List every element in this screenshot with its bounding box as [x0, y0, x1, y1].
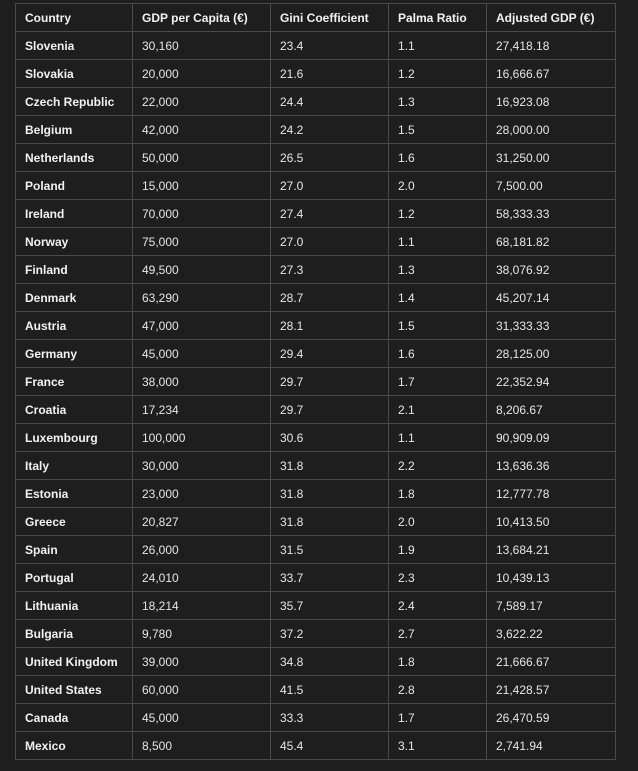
- table-row: [16, 228, 616, 256]
- gdp-per-capita-cell: 9,780: [133, 620, 271, 648]
- gini-coefficient-cell: 27.4: [271, 200, 389, 228]
- country-cell: Poland: [16, 172, 133, 200]
- adjusted-gdp-cell: 2,741.94: [487, 732, 616, 760]
- gini-coefficient-cell: 24.4: [271, 88, 389, 116]
- palma-ratio-cell: 2.0: [389, 508, 487, 536]
- gdp-per-capita-cell: 63,290: [133, 284, 271, 312]
- column-header-palma-ratio: Palma Ratio: [389, 4, 487, 32]
- adjusted-gdp-cell: 68,181.82: [487, 228, 616, 256]
- gini-coefficient-cell: 21.6: [271, 60, 389, 88]
- country-cell: Slovakia: [16, 60, 133, 88]
- header-row: [16, 4, 616, 32]
- palma-ratio-cell: 2.8: [389, 676, 487, 704]
- country-cell: Croatia: [16, 396, 133, 424]
- table-row: [16, 536, 616, 564]
- gdp-per-capita-cell: 75,000: [133, 228, 271, 256]
- adjusted-gdp-cell: 27,418.18: [487, 32, 616, 60]
- table-row: [16, 116, 616, 144]
- country-cell: Estonia: [16, 480, 133, 508]
- country-cell: Slovenia: [16, 32, 133, 60]
- country-cell: Lithuania: [16, 592, 133, 620]
- gini-coefficient-cell: 33.3: [271, 704, 389, 732]
- gini-coefficient-cell: 29.4: [271, 340, 389, 368]
- gini-coefficient-cell: 31.8: [271, 508, 389, 536]
- gini-coefficient-cell: 29.7: [271, 368, 389, 396]
- table-row: [16, 452, 616, 480]
- adjusted-gdp-cell: 28,000.00: [487, 116, 616, 144]
- palma-ratio-cell: 3.1: [389, 732, 487, 760]
- country-cell: Luxembourg: [16, 424, 133, 452]
- gdp-per-capita-cell: 17,234: [133, 396, 271, 424]
- gini-coefficient-cell: 26.5: [271, 144, 389, 172]
- adjusted-gdp-cell: 16,666.67: [487, 60, 616, 88]
- adjusted-gdp-cell: 3,622.22: [487, 620, 616, 648]
- gini-coefficient-cell: 31.8: [271, 480, 389, 508]
- table-row: [16, 312, 616, 340]
- gini-coefficient-cell: 28.7: [271, 284, 389, 312]
- adjusted-gdp-cell: 13,636.36: [487, 452, 616, 480]
- column-header-gdp-per-capita: GDP per Capita (€): [133, 4, 271, 32]
- gini-coefficient-cell: 33.7: [271, 564, 389, 592]
- gdp-per-capita-cell: 22,000: [133, 88, 271, 116]
- table-row: [16, 480, 616, 508]
- gdp-per-capita-cell: 30,000: [133, 452, 271, 480]
- gini-coefficient-cell: 27.0: [271, 228, 389, 256]
- gdp-inequality-table: [15, 3, 616, 760]
- country-cell: United States: [16, 676, 133, 704]
- palma-ratio-cell: 1.6: [389, 144, 487, 172]
- palma-ratio-cell: 2.4: [389, 592, 487, 620]
- table-row: [16, 88, 616, 116]
- palma-ratio-cell: 2.1: [389, 396, 487, 424]
- gdp-per-capita-cell: 8,500: [133, 732, 271, 760]
- palma-ratio-cell: 1.3: [389, 88, 487, 116]
- gini-coefficient-cell: 29.7: [271, 396, 389, 424]
- table-row: [16, 396, 616, 424]
- palma-ratio-cell: 1.2: [389, 60, 487, 88]
- gini-coefficient-cell: 28.1: [271, 312, 389, 340]
- palma-ratio-cell: 1.5: [389, 116, 487, 144]
- gdp-per-capita-cell: 38,000: [133, 368, 271, 396]
- table-row: [16, 620, 616, 648]
- gdp-per-capita-cell: 30,160: [133, 32, 271, 60]
- adjusted-gdp-cell: 10,439.13: [487, 564, 616, 592]
- palma-ratio-cell: 1.1: [389, 228, 487, 256]
- adjusted-gdp-cell: 90,909.09: [487, 424, 616, 452]
- palma-ratio-cell: 1.7: [389, 704, 487, 732]
- country-cell: Mexico: [16, 732, 133, 760]
- country-cell: Greece: [16, 508, 133, 536]
- table-row: [16, 424, 616, 452]
- gdp-per-capita-cell: 60,000: [133, 676, 271, 704]
- gini-coefficient-cell: 45.4: [271, 732, 389, 760]
- country-cell: Germany: [16, 340, 133, 368]
- palma-ratio-cell: 1.6: [389, 340, 487, 368]
- gdp-per-capita-cell: 49,500: [133, 256, 271, 284]
- palma-ratio-cell: 1.7: [389, 368, 487, 396]
- palma-ratio-cell: 1.3: [389, 256, 487, 284]
- palma-ratio-cell: 1.4: [389, 284, 487, 312]
- adjusted-gdp-cell: 21,666.67: [487, 648, 616, 676]
- country-cell: Canada: [16, 704, 133, 732]
- adjusted-gdp-cell: 7,589.17: [487, 592, 616, 620]
- gini-coefficient-cell: 31.5: [271, 536, 389, 564]
- gdp-per-capita-cell: 50,000: [133, 144, 271, 172]
- table-row: [16, 676, 616, 704]
- gdp-per-capita-cell: 45,000: [133, 704, 271, 732]
- gdp-per-capita-cell: 47,000: [133, 312, 271, 340]
- gdp-per-capita-cell: 42,000: [133, 116, 271, 144]
- adjusted-gdp-cell: 31,250.00: [487, 144, 616, 172]
- adjusted-gdp-cell: 16,923.08: [487, 88, 616, 116]
- gdp-per-capita-cell: 20,000: [133, 60, 271, 88]
- palma-ratio-cell: 1.1: [389, 32, 487, 60]
- table-row: [16, 256, 616, 284]
- table-row: [16, 200, 616, 228]
- adjusted-gdp-cell: 26,470.59: [487, 704, 616, 732]
- country-cell: Portugal: [16, 564, 133, 592]
- adjusted-gdp-cell: 21,428.57: [487, 676, 616, 704]
- palma-ratio-cell: 2.0: [389, 172, 487, 200]
- table-row: [16, 368, 616, 396]
- gini-coefficient-cell: 34.8: [271, 648, 389, 676]
- country-cell: Ireland: [16, 200, 133, 228]
- adjusted-gdp-cell: 58,333.33: [487, 200, 616, 228]
- table-row: [16, 732, 616, 760]
- table-row: [16, 648, 616, 676]
- table-row: [16, 284, 616, 312]
- gini-coefficient-cell: 31.8: [271, 452, 389, 480]
- palma-ratio-cell: 2.2: [389, 452, 487, 480]
- adjusted-gdp-cell: 22,352.94: [487, 368, 616, 396]
- palma-ratio-cell: 1.1: [389, 424, 487, 452]
- table-row: [16, 144, 616, 172]
- palma-ratio-cell: 2.7: [389, 620, 487, 648]
- country-cell: Czech Republic: [16, 88, 133, 116]
- country-cell: Austria: [16, 312, 133, 340]
- palma-ratio-cell: 2.3: [389, 564, 487, 592]
- column-header-gini-coefficient: Gini Coefficient: [271, 4, 389, 32]
- gini-coefficient-cell: 27.3: [271, 256, 389, 284]
- table-row: [16, 172, 616, 200]
- adjusted-gdp-cell: 13,684.21: [487, 536, 616, 564]
- table-row: [16, 564, 616, 592]
- gdp-per-capita-cell: 23,000: [133, 480, 271, 508]
- country-cell: Bulgaria: [16, 620, 133, 648]
- country-cell: Italy: [16, 452, 133, 480]
- table-row: [16, 704, 616, 732]
- country-cell: Finland: [16, 256, 133, 284]
- palma-ratio-cell: 1.8: [389, 648, 487, 676]
- gini-coefficient-cell: 23.4: [271, 32, 389, 60]
- adjusted-gdp-cell: 28,125.00: [487, 340, 616, 368]
- gdp-per-capita-cell: 18,214: [133, 592, 271, 620]
- gdp-per-capita-cell: 100,000: [133, 424, 271, 452]
- gini-coefficient-cell: 41.5: [271, 676, 389, 704]
- table-row: [16, 592, 616, 620]
- gdp-per-capita-cell: 45,000: [133, 340, 271, 368]
- country-cell: Norway: [16, 228, 133, 256]
- gdp-per-capita-cell: 24,010: [133, 564, 271, 592]
- gini-coefficient-cell: 37.2: [271, 620, 389, 648]
- table-row: [16, 32, 616, 60]
- gdp-per-capita-cell: 15,000: [133, 172, 271, 200]
- table-row: [16, 340, 616, 368]
- column-header-adjusted-gdp: Adjusted GDP (€): [487, 4, 616, 32]
- country-cell: Belgium: [16, 116, 133, 144]
- gdp-per-capita-cell: 26,000: [133, 536, 271, 564]
- country-cell: Netherlands: [16, 144, 133, 172]
- gini-coefficient-cell: 35.7: [271, 592, 389, 620]
- adjusted-gdp-cell: 10,413.50: [487, 508, 616, 536]
- gdp-per-capita-cell: 39,000: [133, 648, 271, 676]
- table-header: [16, 4, 616, 32]
- gdp-per-capita-cell: 20,827: [133, 508, 271, 536]
- gini-coefficient-cell: 27.0: [271, 172, 389, 200]
- country-cell: France: [16, 368, 133, 396]
- gini-coefficient-cell: 30.6: [271, 424, 389, 452]
- adjusted-gdp-cell: 7,500.00: [487, 172, 616, 200]
- column-header-country: Country: [16, 4, 133, 32]
- adjusted-gdp-cell: 31,333.33: [487, 312, 616, 340]
- palma-ratio-cell: 1.9: [389, 536, 487, 564]
- country-cell: United Kingdom: [16, 648, 133, 676]
- palma-ratio-cell: 1.5: [389, 312, 487, 340]
- gdp-per-capita-cell: 70,000: [133, 200, 271, 228]
- palma-ratio-cell: 1.2: [389, 200, 487, 228]
- country-cell: Spain: [16, 536, 133, 564]
- palma-ratio-cell: 1.8: [389, 480, 487, 508]
- table-body: [16, 32, 616, 760]
- adjusted-gdp-cell: 12,777.78: [487, 480, 616, 508]
- table-row: [16, 508, 616, 536]
- gini-coefficient-cell: 24.2: [271, 116, 389, 144]
- table-row: [16, 60, 616, 88]
- adjusted-gdp-cell: 45,207.14: [487, 284, 616, 312]
- adjusted-gdp-cell: 8,206.67: [487, 396, 616, 424]
- country-cell: Denmark: [16, 284, 133, 312]
- adjusted-gdp-cell: 38,076.92: [487, 256, 616, 284]
